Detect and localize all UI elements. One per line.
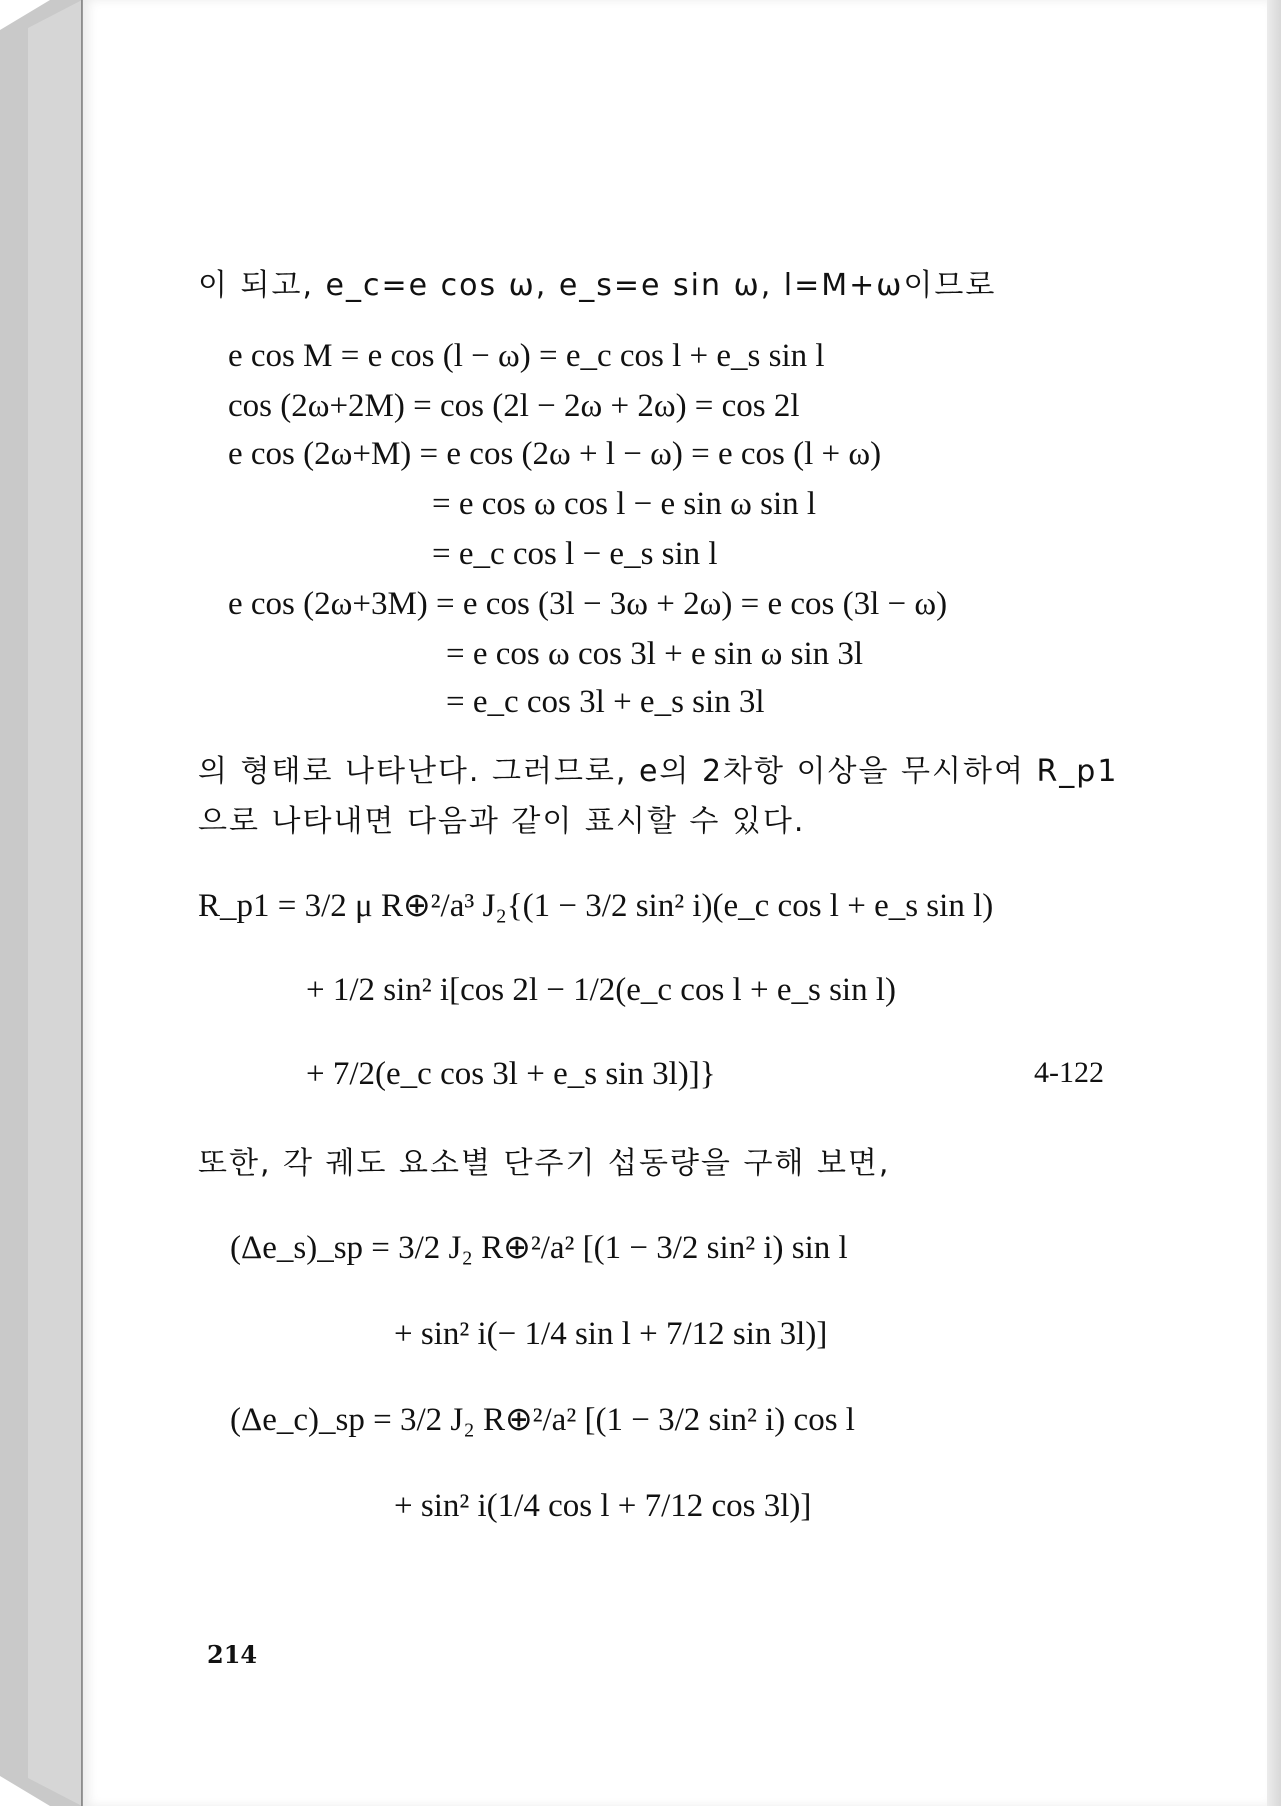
paragraph-2: 또한, 각 궤도 요소별 단주기 섭동량을 구해 보면, (198, 1146, 891, 1181)
paragraph-1-line-2: 으로 나타내면 다음과 같이 표시할 수 있다. (198, 804, 806, 839)
rp1-equation-line-1: R_p1 = 3/2 μ R⊕²/a³ J₂{(1 − 3/2 sin² i)(e_c cos l + e_s sin l) (198, 888, 994, 924)
page-number: 214 (207, 1640, 258, 1669)
rp1-equation-line-2: + 1/2 sin² i[cos 2l − 1/2(e_c cos l + e_s sin l) (306, 972, 896, 1008)
rp1-equation-line-3: + 7/2(e_c cos 3l + e_s sin 3l)]} (306, 1056, 716, 1092)
equation-line-8: = e_c cos 3l + e_s sin 3l (446, 684, 765, 720)
delta-ec-equation-line-2: + sin² i(1/4 cos l + 7/12 cos 3l)] (394, 1488, 812, 1524)
delta-es-equation-line-1: (Δe_s)_sp = 3/2 J₂ R⊕²/a² [(1 − 3/2 sin² i) sin l (230, 1230, 848, 1266)
page-edge (1267, 0, 1281, 1806)
equation-line-4: = e cos ω cos l − e sin ω sin l (432, 486, 817, 522)
delta-ec-equation-line-1: (Δe_c)_sp = 3/2 J₂ R⊕²/a² [(1 − 3/2 sin² i) cos l (230, 1402, 855, 1438)
equation-number: 4-122 (1034, 1056, 1104, 1089)
delta-es-equation-line-2: + sin² i(− 1/4 sin l + 7/12 sin 3l)] (394, 1316, 828, 1352)
equation-line-7: = e cos ω cos 3l + e sin ω sin 3l (446, 636, 864, 672)
paragraph-1-line-1: 의 형태로 나타난다. 그러므로, e의 2차항 이상을 무시하여 R_p1 (198, 754, 1119, 789)
equation-line-6: e cos (2ω+3M) = e cos (3l − 3ω + 2ω) = e cos (3l − ω) (228, 586, 948, 622)
equation-line-1: e cos M = e cos (l − ω) = e_c cos l + e_s sin l (228, 338, 825, 374)
intro-text: 이 되고, e_c=e cos ω, e_s=e sin ω, l=M+ω이므로 (198, 268, 997, 303)
equation-line-2: cos (2ω+2M) = cos (2l − 2ω + 2ω) = cos 2l (228, 388, 800, 424)
equation-line-3: e cos (2ω+M) = e cos (2ω + l − ω) = e cos (l + ω) (228, 436, 882, 472)
book-spine (0, 0, 82, 1806)
equation-line-5: = e_c cos l − e_s sin l (432, 536, 718, 572)
